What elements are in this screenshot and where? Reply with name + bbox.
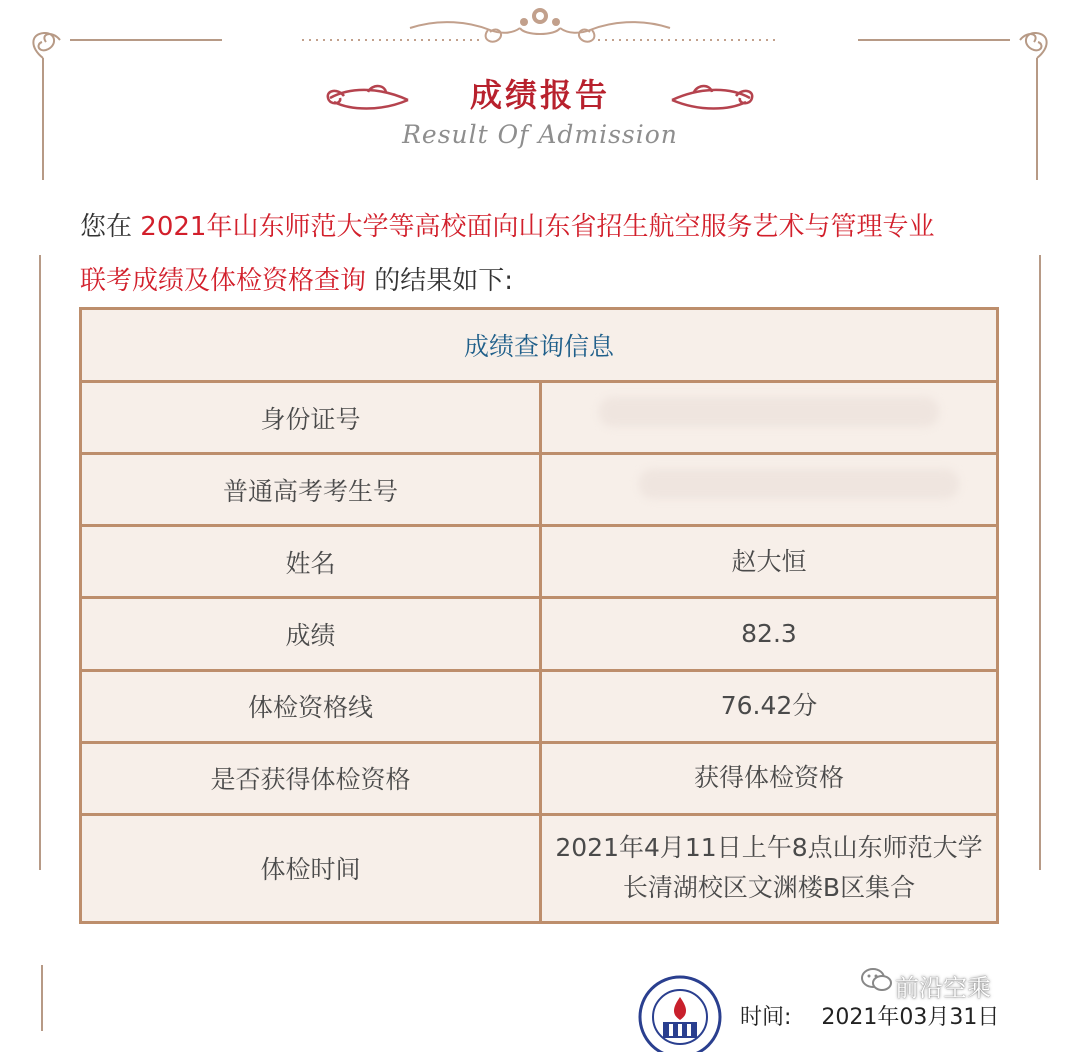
- table-heading: 成绩查询信息: [81, 309, 998, 382]
- id-number-value: [541, 382, 998, 454]
- table-row: [81, 454, 998, 526]
- name-value: 赵大恒: [541, 526, 998, 598]
- exam-name-line1: 2021年山东师范大学等高校面向山东省招生航空服务艺术与管理专业: [140, 212, 935, 242]
- table-row: [81, 814, 998, 922]
- qualification-line-value: 76.42分: [541, 670, 998, 742]
- exam-time-value: [541, 814, 998, 922]
- row-label: 成绩: [81, 598, 541, 670]
- university-seal-icon: [635, 972, 725, 1052]
- table-row: [81, 742, 998, 814]
- row-label: 姓名: [81, 526, 541, 598]
- row-label: 是否获得体检资格: [81, 742, 541, 814]
- row-label: 体检时间: [81, 814, 541, 922]
- redacted-blur: [599, 397, 939, 427]
- report-title: 成绩报告: [469, 76, 610, 114]
- report-subtitle: Result Of Admission: [402, 120, 678, 149]
- qualified-status-value: 获得体检资格: [541, 742, 998, 814]
- table-row: [81, 382, 998, 454]
- redacted-blur: [639, 469, 959, 499]
- score-value: 82.3: [541, 598, 998, 670]
- table-row: [81, 598, 998, 670]
- intro-paragraph: [80, 200, 1010, 308]
- score-table: [79, 307, 999, 924]
- intro-suffix: 的结果如下:: [374, 266, 514, 296]
- table-row: [81, 670, 998, 742]
- time-label: 时间:: [740, 1005, 792, 1030]
- exam-time-line2: 长清湖校区文渊楼B区集合: [622, 873, 916, 903]
- row-label: 身份证号: [81, 382, 541, 454]
- wechat-icon: [860, 966, 894, 994]
- time-value: 2021年03月31日: [821, 1005, 1000, 1030]
- intro-prefix: 您在: [80, 212, 133, 242]
- exam-name-line2: 联考成绩及体检资格查询: [80, 266, 367, 296]
- table-row: [81, 526, 998, 598]
- watermark-text: 前沿空乘: [895, 974, 991, 1002]
- exam-number-value: [541, 454, 998, 526]
- row-label: 普通高考考生号: [81, 454, 541, 526]
- exam-time-line1: 2021年4月11日上午8点山东师范大学: [555, 833, 983, 863]
- row-label: 体检资格线: [81, 670, 541, 742]
- report-date: [740, 1000, 999, 1031]
